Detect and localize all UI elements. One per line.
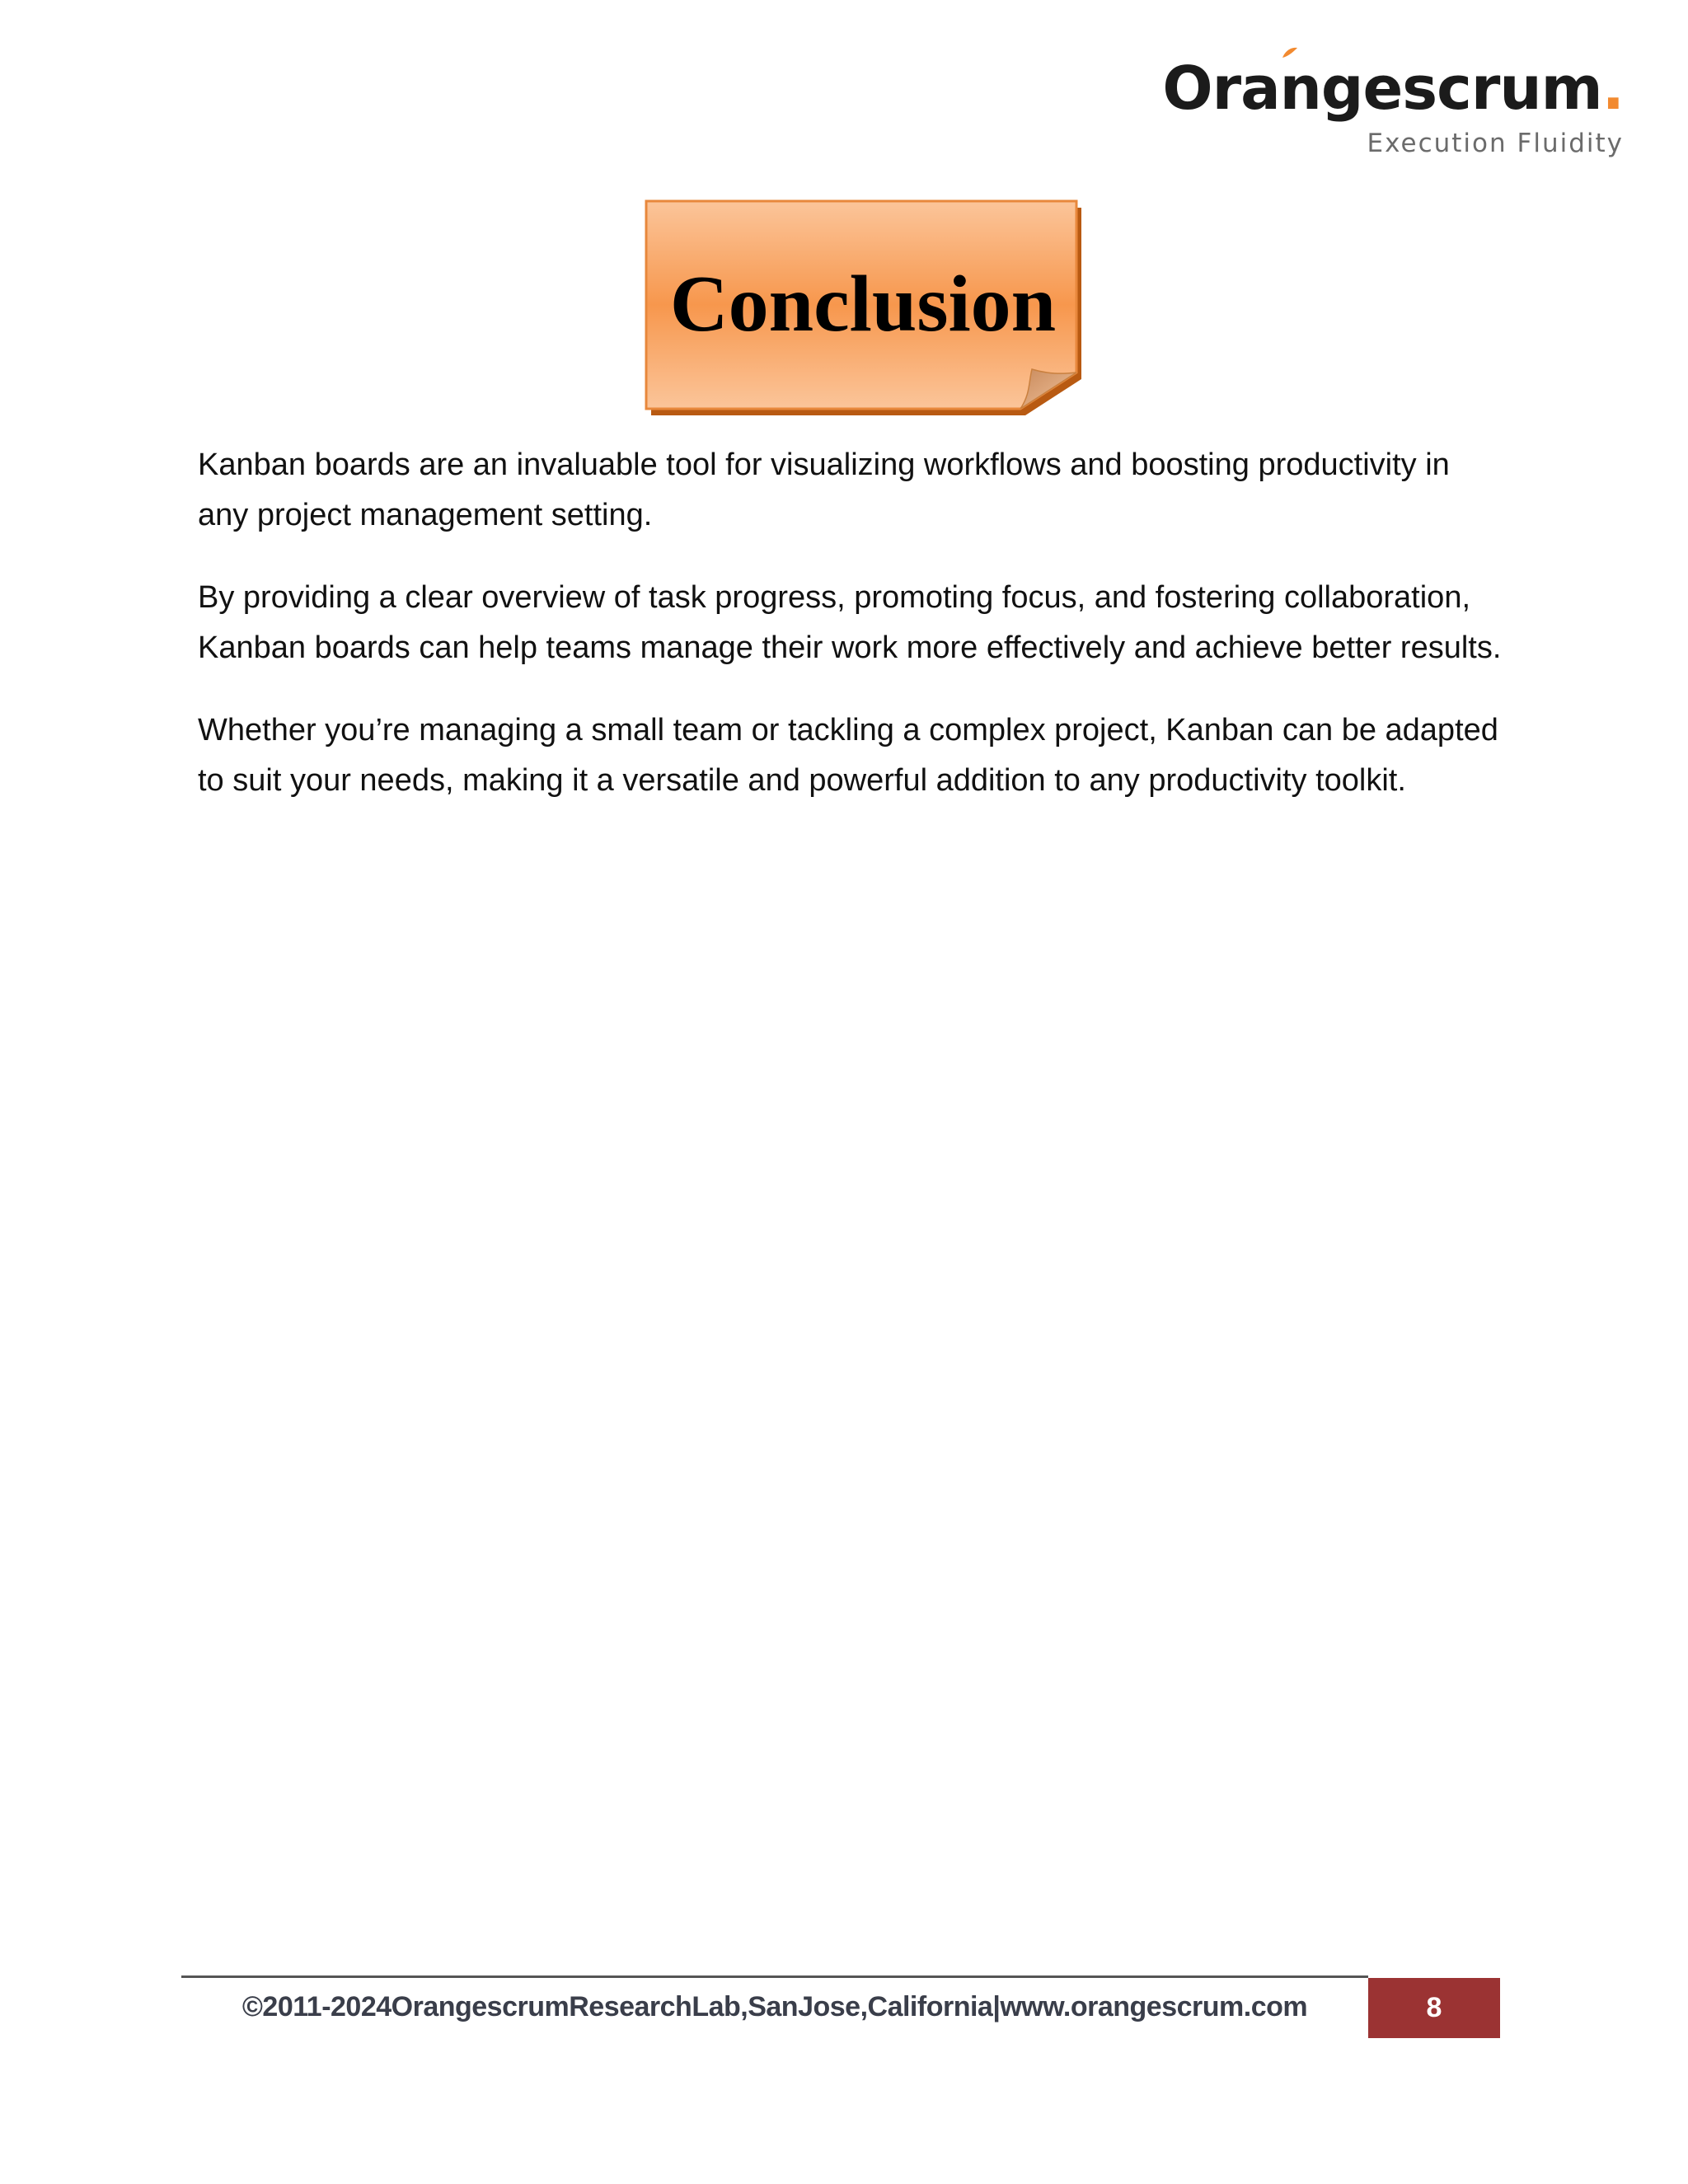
section-heading-badge [645,199,1081,415]
orange-leaf-icon [1281,46,1299,59]
logo-brand-dot: . [1601,54,1624,123]
document-body [198,440,1508,838]
body-paragraph: Kanban boards are an invaluable tool for visualizing workflows and boosting productivity in any project management setting. [198,448,1450,532]
brand-logo [1162,51,1624,166]
body-paragraph: Whether you’re managing a small team or tackling a complex project, Kanban can be adapted to suit your needs, making it a versatile and powerful addition to any productivity toolkit. [198,713,1498,798]
page-title: Conclusion [669,260,1057,349]
footer-copyright: ©2011-2024OrangescrumResearchLab,SanJose,California|www.orangescrum.com [241,1991,1308,2022]
logo-tagline: Execution Fluidity [1367,129,1624,158]
page-number: 8 [1368,1978,1500,2038]
logo-wordmark [1162,51,1624,125]
body-paragraph: By providing a clear overview of task progress, promoting focus, and fostering collaboration, Kanban boards can help teams manage their work more effectively and achieve better results. [198,580,1502,665]
logo-brand-name: Orangescrum [1162,54,1602,123]
